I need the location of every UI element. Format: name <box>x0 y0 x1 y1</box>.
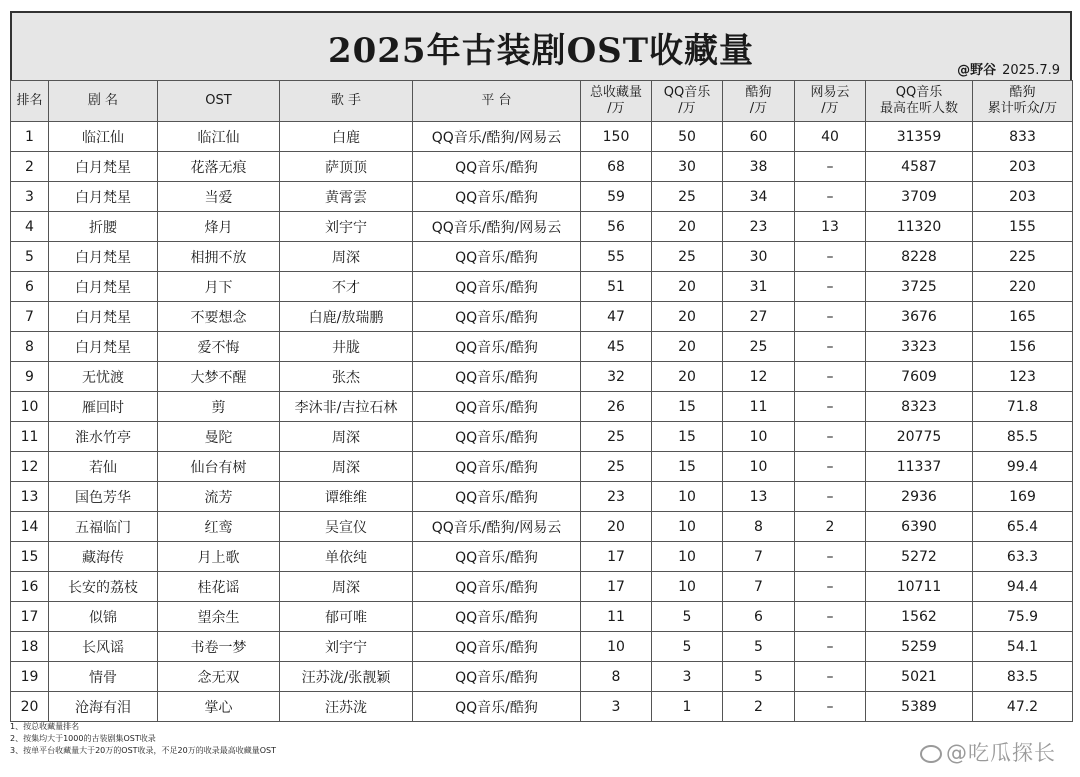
column-header-line: 网易云 <box>810 85 850 100</box>
table-cell: – <box>795 662 866 692</box>
table-cell: 5 <box>652 632 723 662</box>
table-cell: 23 <box>723 212 795 242</box>
table-cell: 31359 <box>866 122 973 152</box>
table-cell: 1 <box>11 122 49 152</box>
table-cell: 不才 <box>280 272 413 302</box>
table-cell: 6390 <box>866 512 973 542</box>
table-cell: 20775 <box>866 422 973 452</box>
table-cell: 65.4 <box>973 512 1073 542</box>
column-header <box>795 81 866 122</box>
table-cell: 剪 <box>158 392 280 422</box>
table-cell: 56 <box>581 212 652 242</box>
table-cell: QQ音乐/酷狗 <box>413 392 581 422</box>
table-cell: 1562 <box>866 602 973 632</box>
table-cell: – <box>795 272 866 302</box>
table-cell: QQ音乐/酷狗 <box>413 422 581 452</box>
table-cell: 7609 <box>866 362 973 392</box>
table-cell: 白月梵星 <box>49 182 158 212</box>
table-body <box>11 122 1073 722</box>
table-cell: 85.5 <box>973 422 1073 452</box>
table-cell: 25 <box>652 182 723 212</box>
table-cell: 临江仙 <box>49 122 158 152</box>
table-cell: 月上歌 <box>158 542 280 572</box>
table-cell: QQ音乐/酷狗 <box>413 692 581 722</box>
table-cell: 30 <box>652 152 723 182</box>
table-row <box>11 332 1073 362</box>
table-cell: 望余生 <box>158 602 280 632</box>
table-cell: 50 <box>652 122 723 152</box>
table-cell: 13 <box>11 482 49 512</box>
table-cell: 38 <box>723 152 795 182</box>
table-cell: 单依纯 <box>280 542 413 572</box>
table-cell: 225 <box>973 242 1073 272</box>
column-header-line: 累计听众/万 <box>987 101 1058 116</box>
table-cell: 25 <box>723 332 795 362</box>
table-cell: – <box>795 482 866 512</box>
table-cell: 11320 <box>866 212 973 242</box>
footnote: 1、按总收藏量排名 <box>10 722 80 731</box>
table-cell: 12 <box>11 452 49 482</box>
author-signature <box>957 59 1060 78</box>
table-cell: 白鹿 <box>280 122 413 152</box>
table-cell: 20 <box>652 332 723 362</box>
table-cell: 周深 <box>280 572 413 602</box>
table-cell: 5021 <box>866 662 973 692</box>
table-cell: 18 <box>11 632 49 662</box>
title-bar <box>10 11 1072 80</box>
column-header <box>973 81 1073 122</box>
table-cell: 169 <box>973 482 1073 512</box>
column-header-line: 最高在听人数 <box>879 101 958 116</box>
table-cell: 周深 <box>280 422 413 452</box>
table-cell: 17 <box>11 602 49 632</box>
table-cell: 2936 <box>866 482 973 512</box>
table-cell: 2 <box>795 512 866 542</box>
weibo-icon <box>920 745 942 763</box>
table-cell: 99.4 <box>973 452 1073 482</box>
table-row <box>11 572 1073 602</box>
table-cell: 5389 <box>866 692 973 722</box>
table-cell: 雁回时 <box>49 392 158 422</box>
table-cell: QQ音乐/酷狗 <box>413 452 581 482</box>
table-cell: – <box>795 452 866 482</box>
table-cell: 李沐非/吉拉石林 <box>280 392 413 422</box>
table-cell: 8 <box>581 662 652 692</box>
table-cell: 9 <box>11 362 49 392</box>
table-row <box>11 542 1073 572</box>
table-cell: QQ音乐/酷狗 <box>413 272 581 302</box>
table-cell: 23 <box>581 482 652 512</box>
table-cell: 40 <box>795 122 866 152</box>
table-cell: 2 <box>11 152 49 182</box>
table-cell: 仙台有树 <box>158 452 280 482</box>
table-cell: 25 <box>581 422 652 452</box>
table-cell: 4 <box>11 212 49 242</box>
table-cell: 54.1 <box>973 632 1073 662</box>
table-cell: 当爱 <box>158 182 280 212</box>
table-cell: 75.9 <box>973 602 1073 632</box>
table-cell: 长风谣 <box>49 632 158 662</box>
table-cell: QQ音乐/酷狗 <box>413 662 581 692</box>
table-cell: 念无双 <box>158 662 280 692</box>
table-cell: – <box>795 152 866 182</box>
table-row <box>11 482 1073 512</box>
table-cell: 周深 <box>280 452 413 482</box>
table-cell: – <box>795 182 866 212</box>
table-cell: 47.2 <box>973 692 1073 722</box>
table-cell: 6 <box>11 272 49 302</box>
table-cell: 83.5 <box>973 662 1073 692</box>
table-cell: QQ音乐/酷狗/网易云 <box>413 212 581 242</box>
table-cell: – <box>795 422 866 452</box>
table-cell: 淮水竹亭 <box>49 422 158 452</box>
table-cell: QQ音乐/酷狗/网易云 <box>413 512 581 542</box>
table-cell: 15 <box>652 422 723 452</box>
column-header <box>581 81 652 122</box>
table-cell: 曼陀 <box>158 422 280 452</box>
table-cell: 谭维维 <box>280 482 413 512</box>
table-cell: 4587 <box>866 152 973 182</box>
table-cell: 10 <box>652 542 723 572</box>
table-cell: 沧海有泪 <box>49 692 158 722</box>
table-cell: 3709 <box>866 182 973 212</box>
table-row <box>11 662 1073 692</box>
table-cell: 桂花谣 <box>158 572 280 602</box>
table-cell: 10 <box>652 512 723 542</box>
table-cell: 27 <box>723 302 795 332</box>
table-row <box>11 212 1073 242</box>
column-header-line: 排名 <box>16 93 43 108</box>
table-cell: 7 <box>11 302 49 332</box>
table-row <box>11 182 1073 212</box>
table-row <box>11 272 1073 302</box>
table-cell: 周深 <box>280 242 413 272</box>
column-header-line: 酷狗 <box>1009 85 1036 100</box>
table-cell: QQ音乐/酷狗 <box>413 602 581 632</box>
table-cell: QQ音乐/酷狗 <box>413 362 581 392</box>
table-cell: 30 <box>723 242 795 272</box>
ranking-sheet <box>10 11 1072 767</box>
table-row <box>11 152 1073 182</box>
table-cell: 月下 <box>158 272 280 302</box>
table-cell: 20 <box>581 512 652 542</box>
table-cell: 13 <box>723 482 795 512</box>
table-cell: 白鹿/敖瑞鹏 <box>280 302 413 332</box>
table-cell: 花落无痕 <box>158 152 280 182</box>
table-cell: 5 <box>652 602 723 632</box>
table-cell: 3 <box>11 182 49 212</box>
table-cell: 63.3 <box>973 542 1073 572</box>
table-cell: 25 <box>581 452 652 482</box>
column-header-line: QQ音乐 <box>663 85 711 100</box>
table-row <box>11 632 1073 662</box>
table-cell: 烽月 <box>158 212 280 242</box>
table-cell: 白月梵星 <box>49 302 158 332</box>
table-cell: 萨顶顶 <box>280 152 413 182</box>
table-row <box>11 362 1073 392</box>
sheet-date: 2025.7.9 <box>1002 63 1060 78</box>
table-cell: 似锦 <box>49 602 158 632</box>
table-cell: QQ音乐/酷狗 <box>413 242 581 272</box>
page-title: 2025年古装剧OST收藏量 <box>327 31 755 71</box>
table-cell: 郁可唯 <box>280 602 413 632</box>
table-cell: 刘宇宁 <box>280 212 413 242</box>
table-cell: 20 <box>652 302 723 332</box>
table-cell: 国色芳华 <box>49 482 158 512</box>
table-cell: 15 <box>652 452 723 482</box>
table-cell: 大梦不醒 <box>158 362 280 392</box>
author-name: @野谷 <box>957 63 997 78</box>
column-header-line: 平 台 <box>481 93 512 108</box>
column-header-line: /万 <box>678 101 696 116</box>
table-cell: 相拥不放 <box>158 242 280 272</box>
table-cell: 6 <box>723 602 795 632</box>
table-row <box>11 692 1073 722</box>
table-cell: 流芳 <box>158 482 280 512</box>
table-cell: 藏海传 <box>49 542 158 572</box>
table-cell: 15 <box>652 392 723 422</box>
table-cell: 3676 <box>866 302 973 332</box>
table-cell: 若仙 <box>49 452 158 482</box>
table-cell: 55 <box>581 242 652 272</box>
ost-table <box>10 80 1073 722</box>
table-cell: 45 <box>581 332 652 362</box>
table-cell: 3 <box>652 662 723 692</box>
table-cell: 10 <box>723 422 795 452</box>
table-cell: 白月梵星 <box>49 332 158 362</box>
table-cell: 吴宣仪 <box>280 512 413 542</box>
table-cell: 白月梵星 <box>49 242 158 272</box>
column-header <box>158 81 280 122</box>
watermark-text: @吃瓜探长 <box>946 741 1056 765</box>
table-cell: – <box>795 692 866 722</box>
table-cell: 68 <box>581 152 652 182</box>
table-cell: 20 <box>652 272 723 302</box>
table-cell: 165 <box>973 302 1073 332</box>
table-cell: 14 <box>11 512 49 542</box>
table-cell: QQ音乐/酷狗 <box>413 482 581 512</box>
footnotes <box>10 721 276 757</box>
column-header-line: QQ音乐 <box>895 85 943 100</box>
table-cell: 红鸾 <box>158 512 280 542</box>
table-row <box>11 512 1073 542</box>
table-cell: 书卷一梦 <box>158 632 280 662</box>
column-header-line: 酷狗 <box>745 85 772 100</box>
table-cell: 12 <box>723 362 795 392</box>
table-cell: 2 <box>723 692 795 722</box>
table-cell: 张杰 <box>280 362 413 392</box>
table-cell: 5272 <box>866 542 973 572</box>
table-cell: 长安的荔枝 <box>49 572 158 602</box>
table-cell: 26 <box>581 392 652 422</box>
table-cell: 7 <box>723 542 795 572</box>
table-cell: 5 <box>11 242 49 272</box>
table-cell: 31 <box>723 272 795 302</box>
table-cell: 833 <box>973 122 1073 152</box>
watermark <box>920 737 1056 767</box>
table-cell: – <box>795 602 866 632</box>
table-cell: 60 <box>723 122 795 152</box>
table-cell: 汪苏泷 <box>280 692 413 722</box>
table-cell: 203 <box>973 152 1073 182</box>
table-cell: 爱不悔 <box>158 332 280 362</box>
footnote: 3、按单平台收藏量大于20万的OST收录，不足20万的收录最高收藏量OST <box>10 746 276 755</box>
table-cell: – <box>795 392 866 422</box>
table-cell: 156 <box>973 332 1073 362</box>
table-cell: 8228 <box>866 242 973 272</box>
column-header-line: 剧 名 <box>87 93 119 108</box>
table-cell: QQ音乐/酷狗 <box>413 332 581 362</box>
table-cell: – <box>795 242 866 272</box>
table-cell: 71.8 <box>973 392 1073 422</box>
column-header <box>723 81 795 122</box>
table-row <box>11 242 1073 272</box>
table-cell: – <box>795 632 866 662</box>
table-cell: 155 <box>973 212 1073 242</box>
table-row <box>11 392 1073 422</box>
table-row <box>11 602 1073 632</box>
table-cell: 10 <box>11 392 49 422</box>
table-cell: 20 <box>11 692 49 722</box>
column-header-line: /万 <box>749 101 768 116</box>
table-cell: 51 <box>581 272 652 302</box>
table-cell: 五福临门 <box>49 512 158 542</box>
table-cell: 15 <box>11 542 49 572</box>
column-header <box>413 81 581 122</box>
column-header <box>11 81 49 122</box>
table-cell: 8 <box>11 332 49 362</box>
table-cell: QQ音乐/酷狗 <box>413 632 581 662</box>
column-header <box>652 81 723 122</box>
table-cell: 不要想念 <box>158 302 280 332</box>
table-cell: 3725 <box>866 272 973 302</box>
table-cell: 5259 <box>866 632 973 662</box>
table-cell: 203 <box>973 182 1073 212</box>
table-cell: – <box>795 332 866 362</box>
table-cell: QQ音乐/酷狗 <box>413 572 581 602</box>
table-cell: 7 <box>723 572 795 602</box>
column-header <box>49 81 158 122</box>
table-cell: 5 <box>723 662 795 692</box>
table-cell: 3 <box>581 692 652 722</box>
table-cell: 34 <box>723 182 795 212</box>
table-cell: 无忧渡 <box>49 362 158 392</box>
table-row <box>11 122 1073 152</box>
table-cell: – <box>795 362 866 392</box>
column-header-line: 总收藏量 <box>589 85 642 100</box>
table-row <box>11 302 1073 332</box>
table-cell: 11337 <box>866 452 973 482</box>
table-cell: 黄霄雲 <box>280 182 413 212</box>
table-cell: 32 <box>581 362 652 392</box>
table-cell: QQ音乐/酷狗 <box>413 302 581 332</box>
column-header-line: /万 <box>607 101 625 116</box>
table-cell: 10 <box>652 482 723 512</box>
table-cell: – <box>795 302 866 332</box>
table-cell: 5 <box>723 632 795 662</box>
table-cell: 10711 <box>866 572 973 602</box>
table-cell: 1 <box>652 692 723 722</box>
table-cell: 掌心 <box>158 692 280 722</box>
table-cell: 17 <box>581 542 652 572</box>
table-cell: 16 <box>11 572 49 602</box>
table-cell: QQ音乐/酷狗/网易云 <box>413 122 581 152</box>
table-cell: 白月梵星 <box>49 152 158 182</box>
table-cell: 94.4 <box>973 572 1073 602</box>
table-cell: 123 <box>973 362 1073 392</box>
table-cell: 11 <box>11 422 49 452</box>
table-cell: 25 <box>652 242 723 272</box>
table-cell: 3323 <box>866 332 973 362</box>
table-cell: 20 <box>652 362 723 392</box>
table-cell: 8 <box>723 512 795 542</box>
table-cell: 8323 <box>866 392 973 422</box>
table-cell: 11 <box>581 602 652 632</box>
table-cell: 10 <box>581 632 652 662</box>
table-cell: 220 <box>973 272 1073 302</box>
table-cell: 150 <box>581 122 652 152</box>
table-row <box>11 452 1073 482</box>
table-cell: QQ音乐/酷狗 <box>413 152 581 182</box>
table-cell: 13 <box>795 212 866 242</box>
table-cell: QQ音乐/酷狗 <box>413 182 581 212</box>
table-cell: 10 <box>652 572 723 602</box>
table-cell: 19 <box>11 662 49 692</box>
table-row <box>11 422 1073 452</box>
column-header <box>280 81 413 122</box>
table-cell: 17 <box>581 572 652 602</box>
column-header-line: 歌 手 <box>330 93 362 108</box>
table-cell: – <box>795 542 866 572</box>
table-cell: QQ音乐/酷狗 <box>413 542 581 572</box>
table-cell: 47 <box>581 302 652 332</box>
header-row <box>11 81 1073 122</box>
table-cell: 20 <box>652 212 723 242</box>
column-header-line: /万 <box>821 101 839 116</box>
table-cell: 刘宇宁 <box>280 632 413 662</box>
table-cell: 汪苏泷/张靓颖 <box>280 662 413 692</box>
column-header <box>866 81 973 122</box>
table-cell: 临江仙 <box>158 122 280 152</box>
table-cell: 59 <box>581 182 652 212</box>
table-cell: 折腰 <box>49 212 158 242</box>
table-cell: 10 <box>723 452 795 482</box>
table-cell: 情骨 <box>49 662 158 692</box>
footnote: 2、按集均大于1000的古装剧集OST收录 <box>10 734 156 743</box>
column-header-line: OST <box>205 93 232 108</box>
table-cell: 井胧 <box>280 332 413 362</box>
table-cell: 白月梵星 <box>49 272 158 302</box>
table-cell: 11 <box>723 392 795 422</box>
table-cell: – <box>795 572 866 602</box>
